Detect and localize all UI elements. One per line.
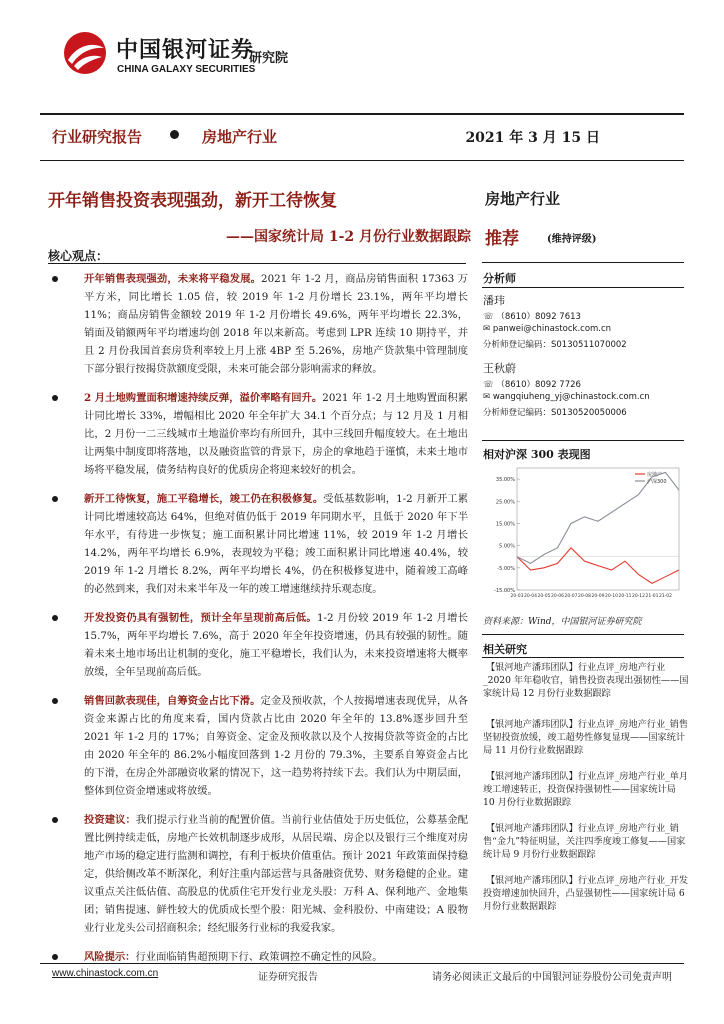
point-lead: 开发投资仍具有强韧性，预计全年呈现前高后低。 [84, 612, 317, 624]
sidebar-rule [482, 657, 684, 658]
legend-label: 房地产 [647, 472, 663, 478]
series-line [517, 548, 679, 583]
bullet-icon [52, 615, 58, 621]
analyst-name: 潘玮 [483, 294, 505, 307]
plot-frame [517, 468, 679, 590]
bullet-icon [52, 276, 58, 282]
x-tick-label: 20-09 [591, 594, 605, 599]
y-tick-label: 35.00% [495, 477, 515, 484]
analyst-reg: 分析师登记编码：S0130520050006 [483, 408, 627, 418]
x-tick-label: 20-06 [550, 594, 565, 599]
y-tick-label: -5.00% [497, 565, 515, 572]
report-subtitle: ——国家统计局 1-2 月份行业数据跟踪 [225, 229, 471, 245]
point-text: 2021 年 1-2 月土地购置面积累计同比增长 33%，增幅相比 2020 年全年扩大 34.1 个百分点；与 12 月及 1 月相比，2 月份一二三线城市土地溢价率均有所回升，其中三线回升幅度较大。在土地出让两集中制度即将落地，以及融资监管的背景下，房企的拿地趋于谨慎，未来土地市场将平稳发展，债务结构良好的优质房企将迎来较好的机会。 [84, 392, 469, 476]
related-report[interactable]: 【银河地产潘玮团队】行业点评_房地产行业_销售坚韧投资放缓，竣工超势性修复显现——国家统计局 11 月份行业数据跟踪 [483, 719, 689, 756]
sidebar-rule [482, 262, 684, 263]
point-text: 1-2 月份较 2019 年 1-2 月增长 15.7%，两年平均增长 7.6%，高于 2020 年全年投资增速，仍具有较强的韧性。随着未来土地市场出让机制的变化，施工平稳增长，我们认为，未来投资增速将大概率放缓，全年呈现前高后低。 [84, 612, 468, 678]
analyst-phone: ☏ （8610）8092 7726 [483, 380, 581, 390]
related-report[interactable]: 【银河地产潘玮团队】行业点评_房地产行业_开发投资增速加快回升，凸显强韧性——国家统计局 6 月份行业数据跟踪 [483, 875, 689, 912]
x-tick-label: 20-05 [537, 594, 551, 599]
core-views-heading: 核心观点： [48, 249, 109, 263]
point-text: 定金及预收款，个人按揭增速表现优异，从各资金来源占比的角度来看，国内贷款占比由 2020 年全年的 13.8%逐步回升至 2021 年 1-2 月的 17%；自筹资金、定金及预收款以及个人按揭贷款等资金的占比由 2020 年全年的 86.2%小幅度回落到 1-2 月份的 79.3%，主要系自筹资金占比的下滑，在房企外部融资收紧的情况下，这一趋势将持续下去。我们认为中期层面，整体到位资金增速或将放缓。 [84, 695, 469, 797]
analyst-name: 王秋蔚 [483, 362, 516, 375]
related-heading: 相关研究 [483, 643, 527, 656]
report-industry: 房地产行业 [202, 128, 278, 146]
point-lead: 2 月土地购置面积增速持续反弹，溢价率略有回升。 [84, 392, 323, 404]
analyst-phone: ☏ （8610）8092 7613 [483, 312, 581, 322]
sidebar-industry: 房地产行业 [485, 190, 561, 208]
header-dot [170, 130, 179, 139]
point-lead: 风险提示： [84, 951, 136, 963]
sidebar-rule [482, 440, 684, 441]
core-point [52, 270, 468, 378]
point-text: 受低基数影响，1-2 月新开工累计同比增速较高达 64%，但绝对值仍低于 2019 年同期水平，且低于 2020 年下半年水平，有待进一步恢复；施工面积累计同比增速 11%，较 2019 年 1-2 月增长 14.2%，两年平均增长 6.9%，表现较为平稳；竣工面积累计同比增速 40.4%，较 2019 年 1-2 月增长 8.2%，两年平均增长 4%，仍在积极修复进中，随着竣工高峰的必然到来，我们对未来半年及一年的竣工增速继续持乐观态度。 [84, 493, 468, 595]
point-lead: 新开工待恢复，施工平稳增长，竣工仍在积极修复。 [84, 493, 324, 505]
institute-label: 研究院 [249, 51, 289, 66]
point-lead: 销售回款表现佳，自筹资金占比下滑。 [84, 695, 261, 707]
bullet-icon [52, 698, 58, 704]
point-text: 我们提示行业当前的配置价值。当前行业估值处于历史低位，公募基金配置比例持续走低，房地产长效机制逐步成形，从居民端、房企以及银行三个维度对房地产市场的稳定进行监测和调控，有利于板块价值重估。预计 2021 年政策面保持稳定，供给侧改革不断深化，利好注重内部运营与具备融资优势、财务稳健的企业。建议重点关注低估值、高股息的优质住宅开发行业龙头股：万科 A、保利地产、金地集团；销售提速、鲜性较大的优质成长型个股：阳光城、金科股份、中南建设；A 股物业行业龙头公司招商积余；经纪服务行业标的我爱我家。 [84, 814, 469, 934]
relative-performance-chart [483, 462, 683, 608]
point-text: 2021 年 1-2 月，商品房销售面积 17363 万平方米，同比增长 1.05 倍，较 2019 年 1-2 月份增长 23.1%，两年平均增长 11%；商品房销售金额较 2019 年 1-2 月份增长 49.6%，两年平均增长 22.3%，销面及销额两年平均增速均创 2018 年以来新高。考虑到 LPR 连续 10 期持平，并且 2 月份我国首套房贷利率较上月上涨 4BP 至 5.26%，房地产贷款集中管理制度下部分银行按揭贷款额度受限，未来可能会部分影响需求的释放。 [84, 273, 468, 375]
x-tick-label: 20-07 [564, 594, 578, 599]
report-type: 行业研究报告 [52, 128, 143, 146]
x-tick-label: 20-11 [618, 594, 632, 599]
analyst-email[interactable]: ✉ panwei@chinastock.com.cn [483, 324, 612, 334]
point-lead: 开年销售表现强劲，未来将平稳发展。 [84, 273, 262, 285]
point-text: 行业面临销售超预期下行、政策调控不确定性的风险。 [135, 951, 383, 963]
bullet-icon [52, 496, 58, 502]
bullet-icon [52, 954, 58, 960]
core-point [52, 609, 468, 681]
x-tick-label: 20-10 [604, 594, 619, 599]
core-point [52, 490, 468, 598]
related-report[interactable]: 【银河地产潘玮团队】行业点评_房地产行业_单月竣工增速转正，投资保持强韧性——国家统计局 10 月份行业数据跟踪 [483, 771, 689, 808]
analyst-reg: 分析师登记编码：S0130511070002 [483, 340, 627, 350]
chart-source: 资料来源：Wind，中国银河证券研究院 [483, 617, 642, 627]
y-tick-label: 15.00% [495, 521, 515, 528]
analyst-email[interactable]: ✉ wangqiuheng_yj@chinastock.com.cn [483, 392, 650, 402]
galaxy-logo-icon [62, 30, 108, 76]
sidebar-rule [482, 287, 684, 288]
related-report[interactable]: 【银河地产潘玮团队】行业点评_房地产行业_2020 年年稳收官，销售投资表现出强韧性——国家统计局 12 月份行业数据跟踪 [483, 662, 689, 699]
chart-heading: 相对沪深 300 表现图 [483, 448, 591, 461]
phone-icon: ☏ [483, 312, 497, 322]
y-tick-label: 25.00% [495, 499, 515, 506]
y-tick-label: 5.00% [499, 543, 515, 550]
point-lead: 投资建议： [84, 814, 136, 826]
rating-note: (维持评级) [547, 234, 597, 245]
x-tick-label: 21-01 [645, 594, 659, 599]
header-rule [40, 113, 684, 115]
core-views-list [52, 270, 468, 977]
y-tick-label: -15.00% [494, 588, 515, 594]
brand-name-en: CHINA GALAXY SECURITIES [117, 64, 256, 75]
series-line [517, 472, 679, 563]
core-point [52, 692, 468, 800]
x-tick-label: 21-02 [658, 594, 673, 599]
rating-label: 推荐 [485, 229, 519, 249]
sidebar-rule [482, 634, 684, 635]
phone-icon: ☏ [483, 380, 497, 390]
footer-disclaimer: 请务必阅读正文最后的中国银河证券股份公司免责声明 [432, 972, 672, 983]
legend-label: 沪深300 [647, 479, 667, 485]
footer-center: 证券研究报告 [258, 972, 318, 983]
core-point [52, 811, 468, 937]
email-icon: ✉ [483, 392, 493, 402]
header-rule-bottom [40, 160, 684, 161]
report-title: 开年销售投资表现强劲，新开工待恢复 [48, 191, 337, 211]
x-tick-label: 20-12 [631, 594, 646, 599]
footer-url-link[interactable]: www.chinastock.com.cn [52, 968, 159, 979]
x-tick-label: 20-08 [577, 594, 592, 599]
bullet-icon [52, 817, 58, 823]
related-report[interactable]: 【银河地产潘玮团队】行业点评_房地产行业_销售“金九”特征明显，关注四季度竣工修复——国家统计局 9 月份行业数据跟踪 [483, 823, 686, 860]
email-icon: ✉ [483, 324, 493, 334]
report-date: 2021 年 3 月 15 日 [465, 130, 600, 146]
analyst-heading: 分析师 [483, 272, 516, 285]
footer-rule [40, 963, 684, 964]
x-tick-label: 20-03 [510, 594, 524, 599]
core-views-rule [48, 263, 466, 264]
brand-name: 中国银河证券 [116, 38, 255, 63]
x-tick-label: 20-04 [523, 594, 538, 599]
core-point [52, 389, 468, 479]
bullet-icon [52, 395, 58, 401]
